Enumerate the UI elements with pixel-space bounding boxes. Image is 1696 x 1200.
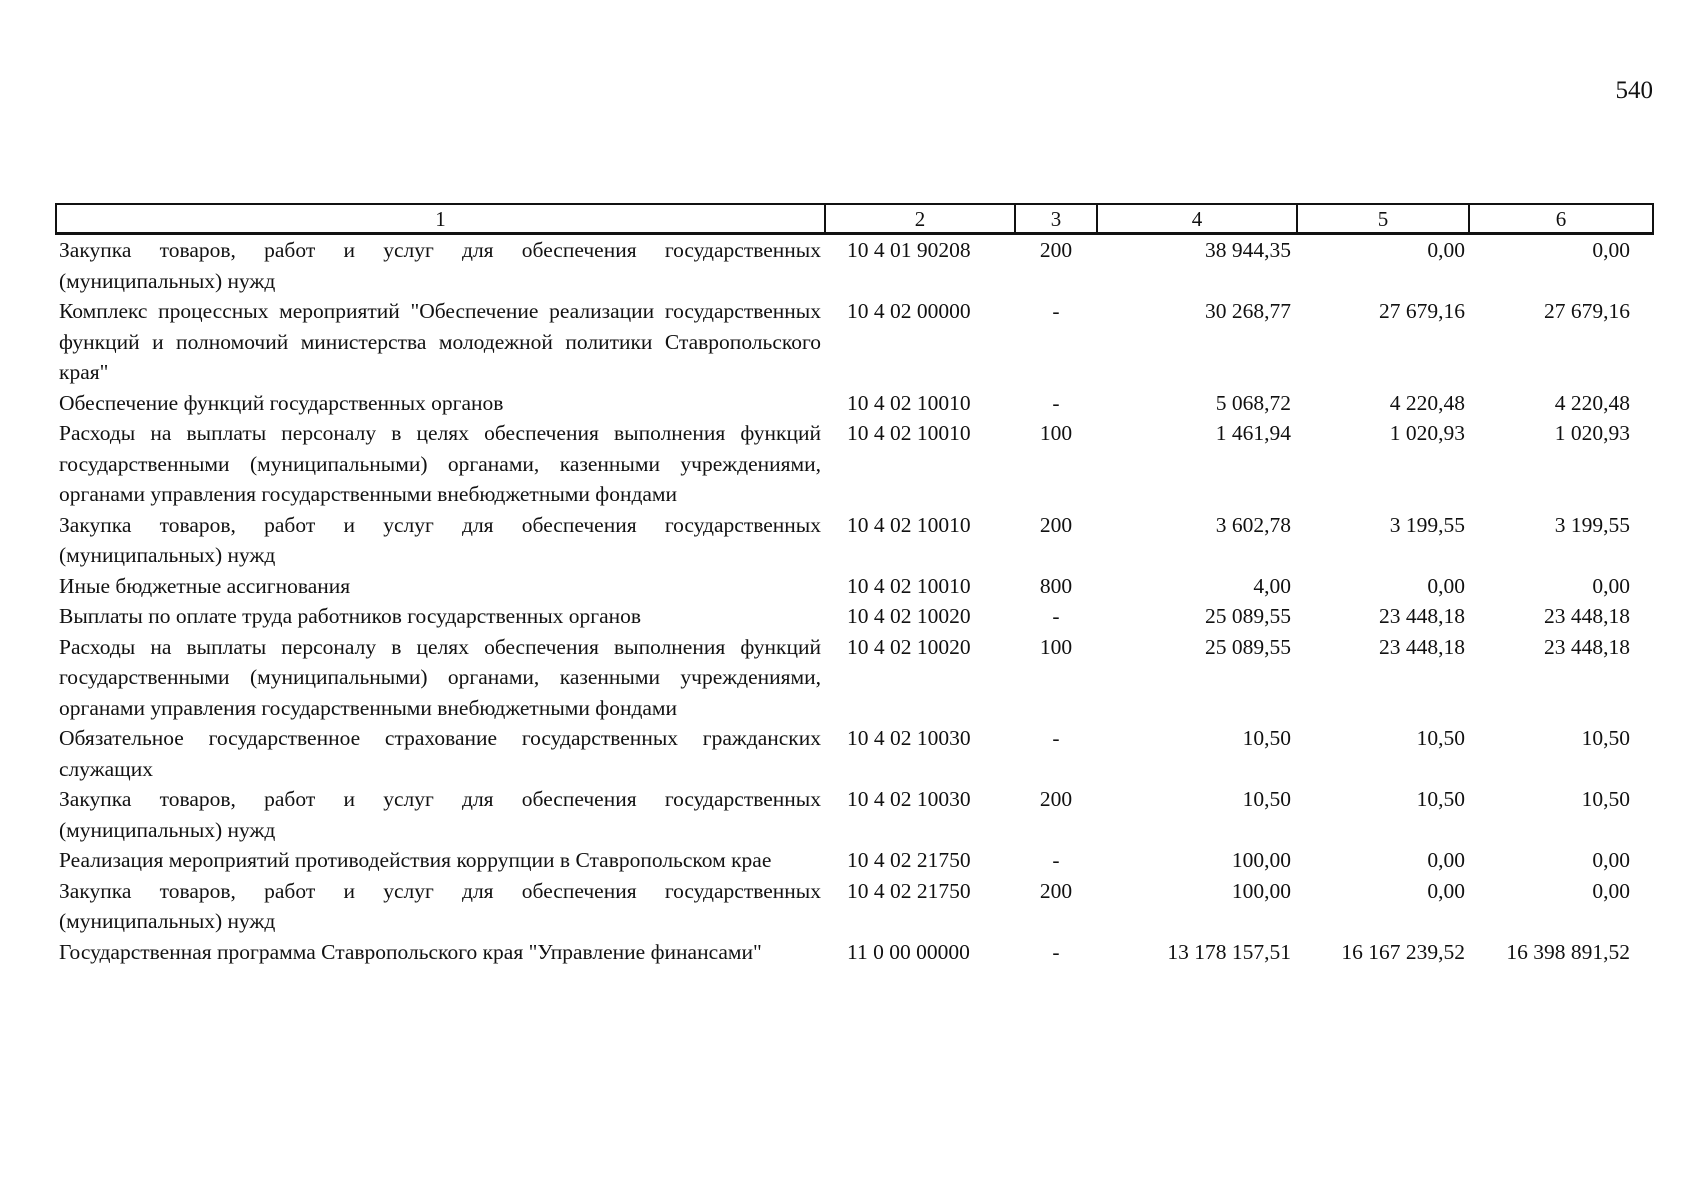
row-code: 10 4 02 10010: [847, 512, 971, 537]
table-row: [56, 388, 1653, 419]
row-vr: -: [1052, 726, 1060, 750]
row-vr: 100: [1039, 634, 1073, 659]
row-name: Обеспечение функций государственных органов: [59, 390, 504, 415]
table-row: [56, 571, 1653, 602]
table-row: [56, 296, 1653, 388]
row-vr: -: [1052, 299, 1060, 323]
row-vr: 200: [1039, 878, 1073, 903]
row-value-6: 0,00: [1592, 573, 1630, 598]
table-row: [56, 601, 1653, 632]
row-value-6: 10,50: [1581, 726, 1630, 750]
row-vr: 100: [1039, 421, 1073, 445]
row-code: 10 4 02 10010: [847, 421, 971, 445]
row-code: 10 4 02 10030: [847, 726, 971, 750]
row-value-6: 27 679,16: [1544, 299, 1630, 323]
row-vr: -: [1052, 848, 1060, 872]
row-vr: 800: [1039, 573, 1073, 598]
row-value-4: 30 268,77: [1205, 299, 1291, 323]
row-value-5: 27 679,16: [1379, 299, 1465, 323]
row-value-5: 4 220,48: [1389, 390, 1465, 415]
row-code: 10 4 02 10020: [847, 634, 971, 659]
row-value-4: 38 944,35: [1205, 238, 1291, 262]
row-vr: 200: [1039, 787, 1073, 811]
row-value-5: 0,00: [1427, 878, 1465, 903]
row-name: Закупка товаров, работ и услуг для обеспечения государственных (муниципальных) нужд: [59, 238, 821, 293]
row-vr: -: [1052, 939, 1060, 964]
row-code: 10 4 01 90208: [847, 238, 971, 262]
table-row: [56, 937, 1653, 968]
page-number: 540: [1615, 77, 1653, 104]
row-vr: 200: [1039, 238, 1073, 262]
row-vr: 200: [1039, 512, 1073, 537]
row-value-6: 23 448,18: [1544, 604, 1630, 628]
row-vr: -: [1052, 390, 1060, 415]
row-value-6: 10,50: [1581, 787, 1630, 811]
row-code: 11 0 00 00000: [847, 939, 970, 964]
row-value-4: 25 089,55: [1205, 604, 1291, 628]
row-value-6: 16 398 891,52: [1506, 939, 1630, 964]
row-name: Закупка товаров, работ и услуг для обеспечения государственных (муниципальных) нужд: [59, 787, 821, 842]
row-value-5: 23 448,18: [1379, 604, 1465, 628]
row-name: Закупка товаров, работ и услуг для обеспечения государственных (муниципальных) нужд: [59, 878, 821, 933]
header-col-5: 5: [1297, 204, 1469, 234]
header-col-3: 3: [1015, 204, 1097, 234]
row-value-4: 10,50: [1242, 726, 1291, 750]
table-row: [56, 876, 1653, 937]
row-name: Закупка товаров, работ и услуг для обеспечения государственных (муниципальных) нужд: [59, 512, 821, 567]
row-value-5: 0,00: [1427, 238, 1465, 262]
row-value-5: 10,50: [1416, 787, 1465, 811]
row-value-4: 1 461,94: [1215, 421, 1291, 445]
table-row: [56, 510, 1653, 571]
row-value-6: 1 020,93: [1554, 421, 1630, 445]
row-code: 10 4 02 10030: [847, 787, 971, 811]
row-code: 10 4 02 21750: [847, 848, 971, 872]
row-name: Выплаты по оплате труда работников государственных органов: [59, 604, 642, 628]
row-value-4: 100,00: [1231, 878, 1291, 903]
budget-table: [55, 203, 1654, 967]
row-value-6: 4 220,48: [1554, 390, 1630, 415]
row-value-5: 1 020,93: [1389, 421, 1465, 445]
row-value-5: 23 448,18: [1379, 634, 1465, 659]
row-value-4: 25 089,55: [1205, 634, 1291, 659]
table-row: [56, 784, 1653, 845]
row-value-4: 100,00: [1231, 848, 1291, 872]
row-vr: -: [1052, 604, 1060, 628]
row-code: 10 4 02 00000: [847, 299, 971, 323]
row-value-5: 0,00: [1427, 573, 1465, 598]
row-name: Обязательное государственное страхование государственных гражданских служащих: [59, 726, 821, 781]
table-row: [56, 845, 1653, 876]
row-value-4: 5 068,72: [1215, 390, 1291, 415]
row-value-5: 10,50: [1416, 726, 1465, 750]
header-col-6: 6: [1469, 204, 1653, 234]
row-code: 10 4 02 21750: [847, 878, 971, 903]
row-value-6: 0,00: [1592, 238, 1630, 262]
row-name: Комплекс процессных мероприятий "Обеспечение реализации государственных функций и полномочий министерства молодежной политики Ставропольского края": [59, 299, 821, 384]
row-name: Государственная программа Ставропольского края "Управление финансами": [59, 939, 762, 964]
row-code: 10 4 02 10010: [847, 390, 971, 415]
table-row: [56, 418, 1653, 510]
row-name: Иные бюджетные ассигнования: [59, 573, 351, 598]
row-value-4: 3 602,78: [1215, 512, 1291, 537]
row-value-5: 3 199,55: [1389, 512, 1465, 537]
header-col-4: 4: [1097, 204, 1297, 234]
row-value-6: 23 448,18: [1544, 634, 1630, 659]
row-value-4: 10,50: [1242, 787, 1291, 811]
row-value-6: 0,00: [1592, 878, 1630, 903]
row-value-5: 0,00: [1427, 848, 1465, 872]
row-value-4: 4,00: [1253, 573, 1291, 598]
row-value-5: 16 167 239,52: [1341, 939, 1465, 964]
header-col-1: 1: [56, 204, 825, 234]
row-name: Расходы на выплаты персоналу в целях обеспечения выполнения функций государственными (муниципальными) органами, казенными учреждениями, органами управления государственными внебюджетными фондами: [59, 634, 821, 720]
table-row: [56, 632, 1653, 724]
row-name: Реализация мероприятий противодействия коррупции в Ставропольском крае: [59, 848, 772, 872]
row-value-6: 0,00: [1592, 848, 1630, 872]
row-code: 10 4 02 10020: [847, 604, 971, 628]
header-col-2: 2: [825, 204, 1015, 234]
row-value-4: 13 178 157,51: [1167, 939, 1291, 964]
table-row: [56, 723, 1653, 784]
row-code: 10 4 02 10010: [847, 573, 971, 598]
table-row: [56, 234, 1653, 297]
table-header: [56, 204, 1653, 234]
row-value-6: 3 199,55: [1554, 512, 1630, 537]
header-row: [56, 204, 1653, 234]
row-name: Расходы на выплаты персоналу в целях обеспечения выполнения функций государственными (муниципальными) органами, казенными учреждениями, органами управления государственными внебюджетными фондами: [59, 421, 821, 506]
table-body: [56, 234, 1653, 968]
